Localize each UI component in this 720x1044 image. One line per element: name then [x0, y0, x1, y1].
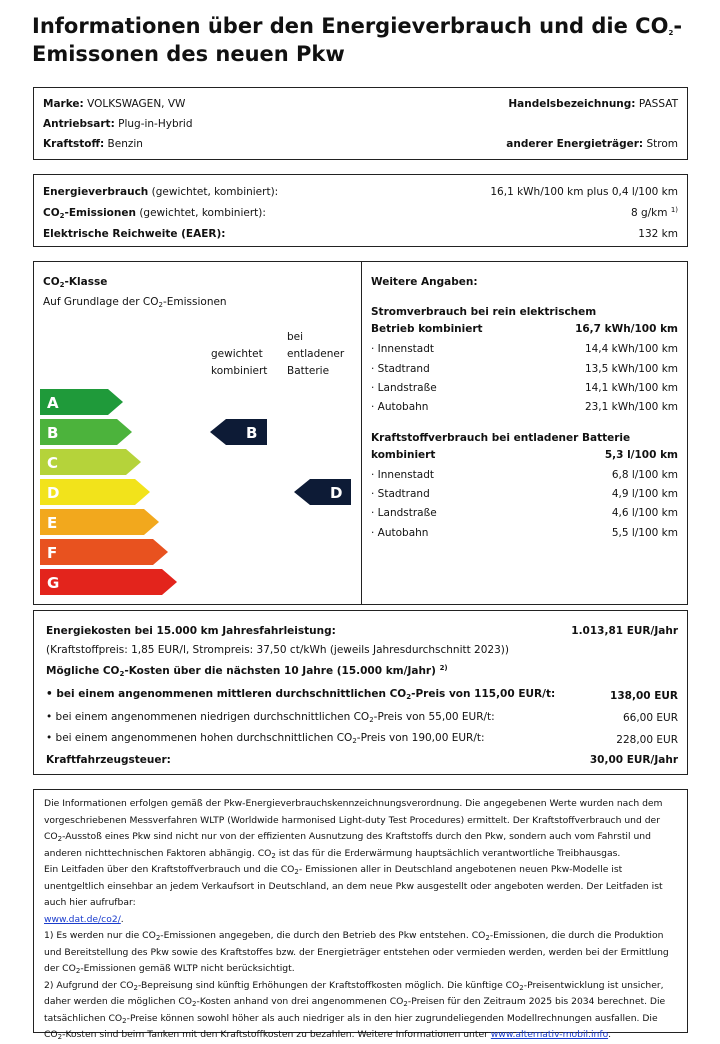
- electric-row-label: · Autobahn: [371, 401, 429, 413]
- class-arrow-d: [40, 479, 150, 505]
- discharged-column-header: bei entladener Batterie: [287, 331, 345, 377]
- fuel-combined-label: kombiniert: [371, 449, 436, 461]
- prices-note: (Kraftstoffpreis: 1,85 EUR/l, Strompreis: 37,50 ct/kWh (jeweils Jahresdurchschnitt 2023)): [46, 644, 509, 656]
- page-title: Informationen über den Energieverbrauch und die $CO_2-$ Emissonen des neuen Pkw: [32, 14, 683, 66]
- marker-letter: B: [246, 424, 258, 442]
- co2-cost-low-label: • bei einem angenommenen niedrigen durchschnittlichen $CO_2$-Preis von 55,00 EUR/t:: [46, 711, 495, 724]
- electric-combined-value: 16,7 kWh/100 km: [575, 323, 678, 335]
- co2-cost-mid-value: 138,00 EUR: [610, 690, 678, 702]
- electric-row-value: 13,5 kWh/100 km: [584, 363, 678, 375]
- fuel-consumption-title: Kraftstoffverbrauch bei entladener Batterie: [371, 432, 631, 444]
- co2-cost-low-value: 66,00 EUR: [622, 712, 678, 724]
- vehicle-info-box: [33, 87, 688, 160]
- fuel-row-value: 4,9 l/100 km: [611, 488, 678, 500]
- class-letter: E: [47, 514, 58, 532]
- electric-consumption-title: Stromverbrauch bei rein elektrischem: [371, 306, 597, 318]
- fuel-row: Kraftstoff: Benzin: [43, 138, 143, 150]
- co2-cost-mid-label: • bei einem angenommenen mittleren durchschnittlichen $CO_2$-Preis von 115,00 EUR/t:: [46, 688, 556, 701]
- electric-row-value: 23,1 kWh/100 km: [584, 401, 678, 413]
- weighted-class-marker: [210, 419, 267, 445]
- legal-notes-box: [33, 789, 688, 1041]
- discharged-class-marker: [294, 479, 351, 505]
- vehicle-tax-value: 30,00 EUR/Jahr: [589, 754, 678, 766]
- marker-letter: D: [330, 484, 343, 502]
- electric-combined-label: Betrieb kombiniert: [371, 323, 483, 335]
- class-letter: A: [47, 394, 59, 412]
- co2-class-basis: Auf Grundlage der $CO_2$-Emissionen: [43, 296, 227, 309]
- fuel-row-label: · Autobahn: [371, 527, 429, 539]
- trade-name-row: Handelsbezeichnung: PASSAT: [508, 98, 678, 110]
- notes-paragraph: Die Informationen erfolgen gemäß der Pkw-Energieverbrauchskennzeichnungsverordnung. Die angegebenen Werte wurden nach dem vorgeschriebenen Messverfahren WLTP (Worldwide harmonised Light-duty Test Procedures) ermittelt. Der Kraftstoffverbrauch und der $CO_2$-Ausstoß eines Pkw sind nicht nur von der effizienten Ausnutzung des Kraftstoffs durch den Pkw, sondern auch vom Fahrstil und anderen nichttechnischen Faktoren abhängig. $CO_2$ ist das für die Erderwärmung hauptsächlich verantwortliche Treibhausgas.: [44, 798, 663, 860]
- electric-row-value: 14,4 kWh/100 km: [584, 343, 678, 355]
- class-letter: B: [47, 424, 59, 442]
- energy-consumption-label: Energieverbrauch (gewichtet, kombiniert):: [43, 186, 279, 198]
- further-info-heading: Weitere Angaben:: [371, 276, 478, 288]
- dat-link[interactable]: www.dat.de/co2/: [44, 913, 121, 925]
- electric-row-label: · Innenstadt: [371, 343, 434, 355]
- fuel-row-value: 6,8 l/100 km: [611, 469, 678, 481]
- brand-row: Marke: VOLKSWAGEN, VW: [43, 98, 186, 110]
- other-energy-row: anderer Energieträger: Strom: [506, 138, 678, 150]
- alternativ-mobil-link[interactable]: www.alternativ-mobil.info: [490, 1029, 609, 1040]
- vehicle-tax-label: Kraftfahrzeugsteuer:: [46, 754, 171, 766]
- class-arrow-e: [40, 509, 159, 535]
- co2-emissions-label: $CO_2$-Emissionen (gewichtet, kombiniert):: [43, 207, 266, 220]
- costs-box: [33, 610, 688, 775]
- electric-range-value: 132 km: [638, 228, 678, 240]
- column-divider: [361, 262, 362, 604]
- class-letter: C: [47, 454, 59, 472]
- class-arrow-a: [40, 389, 123, 415]
- class-letter: D: [47, 484, 60, 502]
- electric-row-label: · Landstraße: [371, 382, 437, 394]
- electric-range-label: Elektrische Reichweite (EAER):: [43, 228, 226, 240]
- co2-class-box: [33, 261, 688, 605]
- drive-type-row: Antriebsart: Plug-in-Hybrid: [43, 118, 193, 130]
- co2-class-scale: [34, 262, 360, 604]
- electric-row-label: · Stadtrand: [371, 363, 430, 375]
- fuel-row-label: · Stadtrand: [371, 488, 430, 500]
- energy-costs-label: Energiekosten bei 15.000 km Jahresfahrleistung:: [46, 625, 336, 637]
- energy-costs-value: 1.013,81 EUR/Jahr: [571, 625, 678, 637]
- fuel-combined-value: 5,3 l/100 km: [604, 449, 678, 461]
- energy-consumption-value: 16,1 kWh/100 km plus 0,4 l/100 km: [490, 186, 678, 198]
- co2-costs-heading: Mögliche $CO_2$-Kosten über die nächsten 10 Jahre (15.000 km/Jahr) $^{2)}$: [46, 664, 448, 678]
- class-arrow-b: [40, 419, 132, 445]
- class-letter: G: [47, 574, 60, 592]
- class-arrow-g: [40, 569, 177, 595]
- co2-class-heading: $CO_2$-Klasse: [43, 276, 108, 289]
- consumption-box: [33, 174, 688, 247]
- fuel-row-label: · Innenstadt: [371, 469, 434, 481]
- co2-emissions-value: 8 g/km $^{1)}$: [630, 206, 678, 219]
- class-letter: F: [47, 544, 58, 562]
- notes-footnote-1: 1) Es werden nur die $CO_2$-Emissionen angegeben, die durch den Betrieb des Pkw entstehen. $CO_2$-Emissionen, die durch die Produktion und Bereitstellung des Pkw sowie des Kraftstoffes bzw. der Energieträger entstehen oder vermieden werden, werden bei der Ermittlung der $CO_2$-Emissionen gemäß WLTP nicht berücksichtigt.: [44, 930, 669, 975]
- notes-paragraph: Ein Leitfaden über den Kraftstoffverbrauch und die $CO_2-$ Emissionen aller in Deutschland angebotenen neuen Pkw-Modelle ist unentgeltlich einsehbar an jedem Verkaufsort in Deutschland, an dem neue Pkw ausgestellt oder angeboten werden. Der Leitfaden ist auch hier aufrufbar: www.dat.de/co2/.: [44, 864, 663, 925]
- notes-footnote-2: 2) Aufgrund der $CO_2$-Bepreisung sind künftig Erhöhungen der Kraftstoffkosten möglich. Die künftige $CO_2$-Preisentwicklung ist unsicher, daher werden die möglichen $CO_2$-Kosten anhand von drei angenommenen $CO_2$-Preisen für den Zeitraum 2025 bis 2034 berechnet. Die tatsächlichen $CO_2$-Preise können sowohl höher als auch niedriger als in den hier zugrundeliegenden Modellrechnungen ausfallen. Die $CO_2$-Kosten sind beim Tanken mit den Kraftstoffkosten zu bezahlen. Weitere Informationen unter www.alternativ-mobil.info.: [44, 979, 666, 1041]
- co2-cost-high-label: • bei einem angenommenen hohen durchschnittlichen $CO_2$-Preis von 190,00 EUR/t:: [46, 732, 485, 745]
- fuel-row-label: · Landstraße: [371, 507, 437, 519]
- electric-row-value: 14,1 kWh/100 km: [584, 382, 678, 394]
- fuel-row-value: 5,5 l/100 km: [611, 527, 678, 539]
- class-arrow-f: [40, 539, 168, 565]
- class-arrow-c: [40, 449, 141, 475]
- weighted-column-header: gewichtet kombiniert: [211, 348, 268, 377]
- fuel-row-value: 4,6 l/100 km: [611, 507, 678, 519]
- co2-cost-high-value: 228,00 EUR: [616, 734, 678, 746]
